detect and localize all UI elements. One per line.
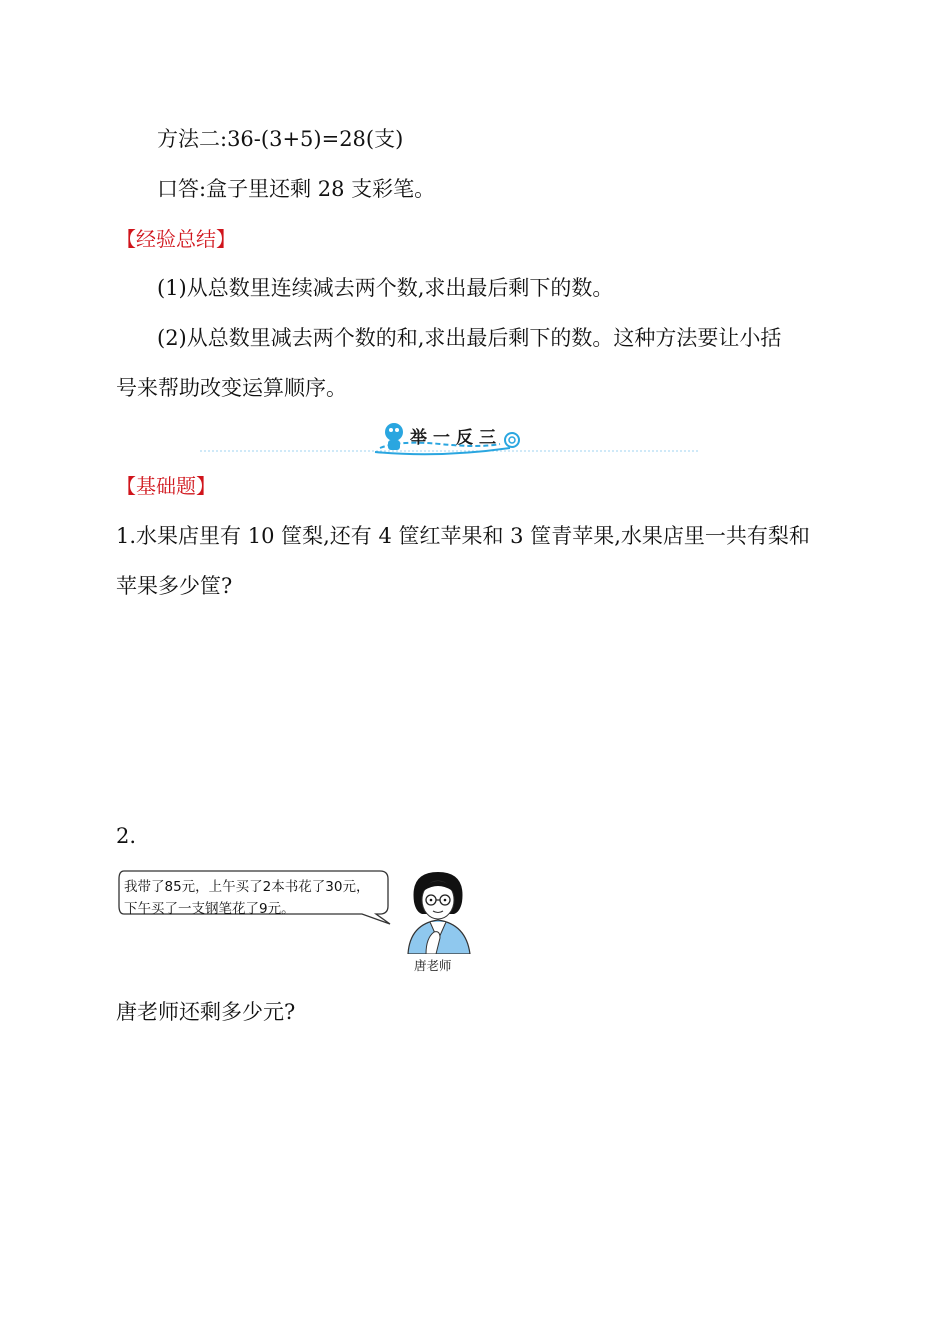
question-1-line-2: 苹果多少筐? [116,574,233,598]
teacher-illustration [400,868,476,954]
question-2-text: 唐老师还剩多少元? [116,1000,296,1024]
oral-answer-line: 口答:盒子里还剩 28 支彩笔。 [157,177,436,201]
experience-point-2-line-2: 号来帮助改变运算顺序。 [116,376,347,400]
speech-line-2: 下午买了一支钢笔花了9元。 [124,901,295,917]
teacher-name-label: 唐老师 [414,958,452,973]
basic-heading: 【基础题】 [116,474,216,498]
question-1-line-1: 1.水果店里有 10 筐梨,还有 4 筐红苹果和 3 筐青苹果,水果店里一共有梨和 [116,524,810,548]
swirl-decoration-icon [505,433,519,447]
question-2-number: 2. [116,824,137,848]
method-two-line: 方法二:36-(3+5)=28(支) [157,127,404,151]
experience-heading: 【经验总结】 [116,227,236,251]
banner-label: 举一反三 [410,428,502,448]
experience-point-2-line-1: (2)从总数里减去两个数的和,求出最后剩下的数。这种方法要让小括 [157,326,782,350]
experience-point-1: (1)从总数里连续减去两个数,求出最后剩下的数。 [157,276,614,300]
speech-line-1: 我带了85元，上午买了2本书花了30元， [124,879,370,895]
